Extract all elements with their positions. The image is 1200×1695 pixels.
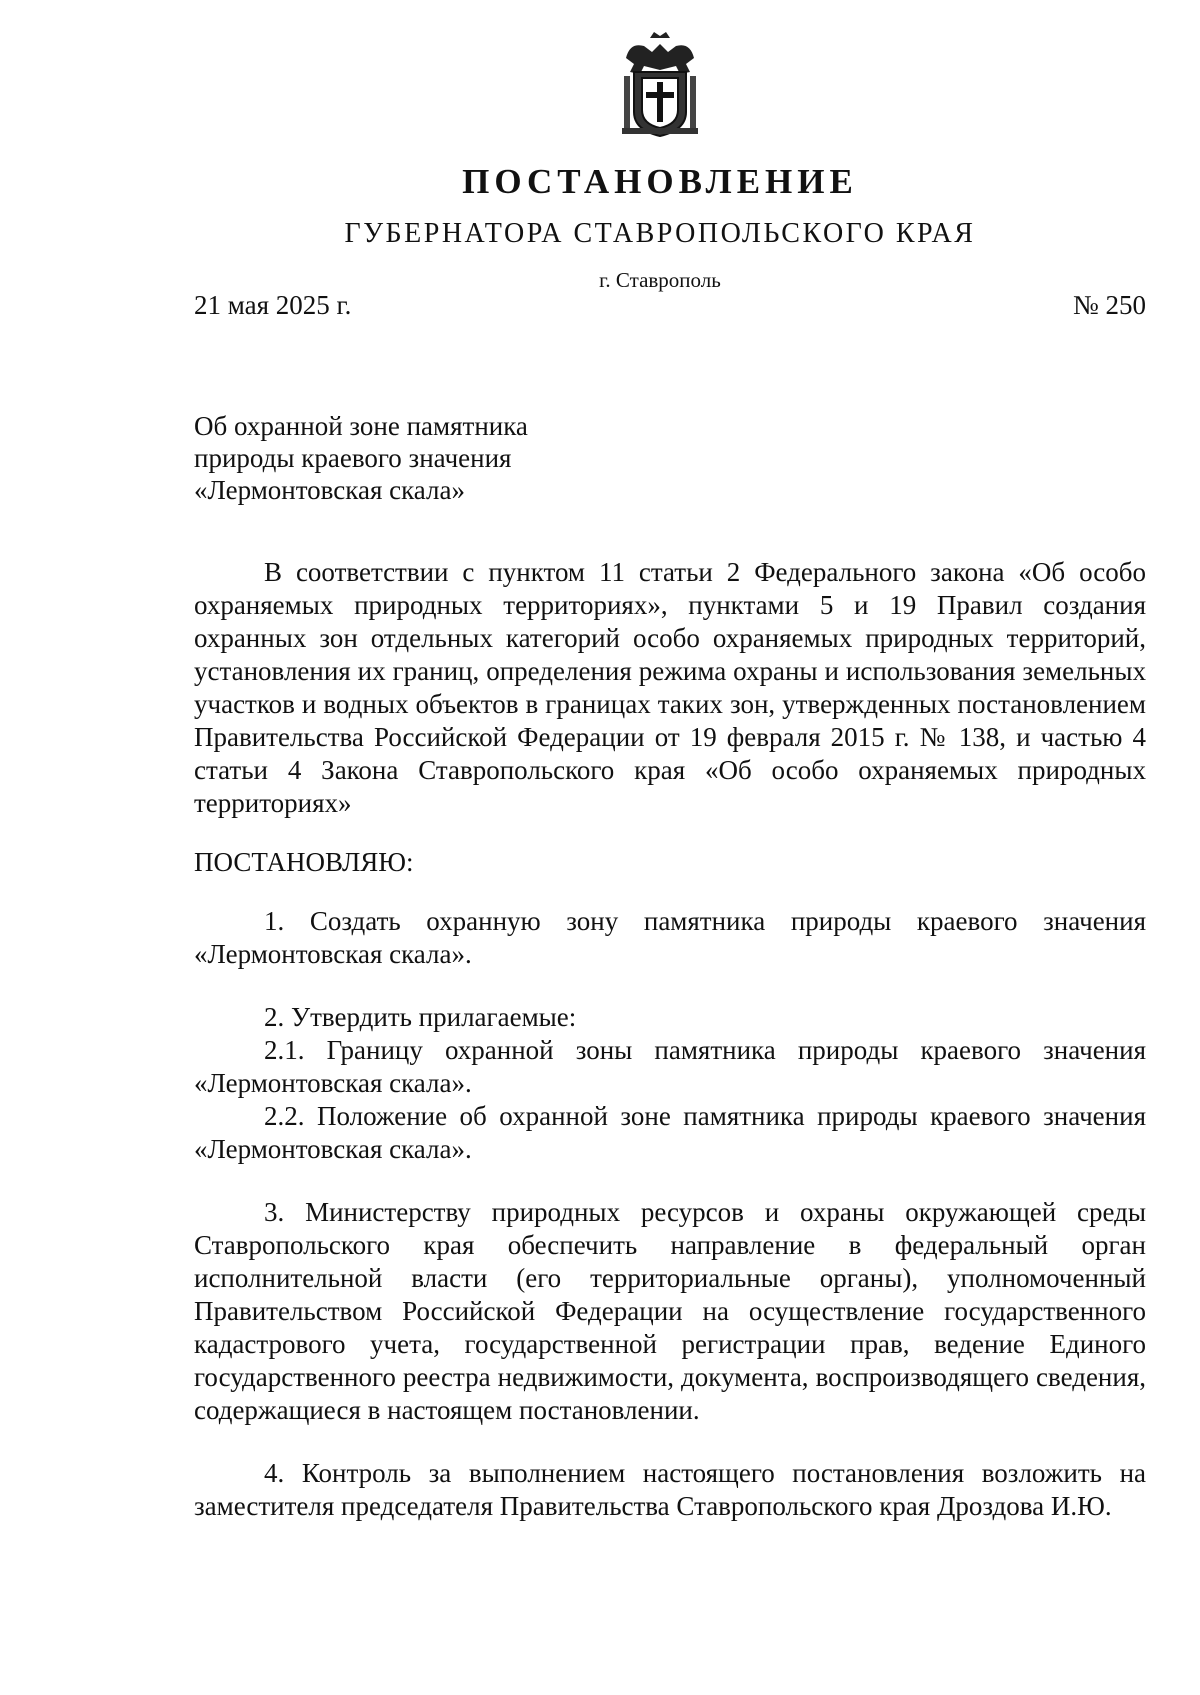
subject-line: Об охранной зоне памятника (194, 411, 528, 441)
document-subject (194, 410, 528, 506)
item-3: 3. Министерству природных ресурсов и охраны окружающей среды Ставропольского края обеспечить направление в федеральный орган исполнительной власти (его территориальные органы), уполномоченный Правительством Российской Федерации на осуществление государственного кадастрового учета, государственной регистрации прав, ведение Единого государственного реестра недвижимости, документа, воспроизводящего сведения, содержащиеся в настоящем постановлении. (194, 1197, 1146, 1425)
document-title: ПОСТАНОВЛЕНИЕ (462, 162, 858, 201)
subject-line: «Лермонтовская скала» (194, 475, 465, 505)
item-1: 1. Создать охранную зону памятника природы краевого значения «Лермонтовская скала». (194, 906, 1146, 969)
item-2: 2. Утвердить прилагаемые: (264, 1002, 577, 1032)
item-2-1: 2.1. Границу охранной зоны памятника природы краевого значения «Лермонтовская скала». (194, 1035, 1146, 1098)
preamble-paragraph: В соответствии с пунктом 11 статьи 2 Федерального закона «Об особо охраняемых природных территориях», пунктами 5 и 19 Правил создания охранных зон отдельных категорий особо охраняемых природных территорий, установления их границ, определения режима охраны и использования земельных участков и водных объектов в границах таких зон, утвержденных постановлением Правительства Российской Федерации от 19 февраля 2015 г. № 138, и частью 4 статьи 4 Закона Ставропольского края «Об особо охраняемых природных территориях» (194, 557, 1146, 818)
decree-word: ПОСТАНОВЛЯЮ: (194, 847, 414, 877)
document-city: г. Ставрополь (599, 268, 721, 292)
item-2-2: 2.2. Положение об охранной зоне памятника природы краевого значения «Лермонтовская скала». (194, 1101, 1146, 1164)
document-number: № 250 (1072, 290, 1146, 320)
document-issuer: ГУБЕРНАТОРА СТАВРОПОЛЬСКОГО КРАЯ (344, 218, 976, 249)
subject-line: природы краевого значения (194, 443, 512, 473)
document-body (194, 556, 1146, 1523)
item-4: 4. Контроль за выполнением настоящего постановления возложить на заместителя председателя Правительства Ставропольского края Дроздова И.Ю. (194, 1458, 1146, 1521)
document-date: 21 мая 2025 г. (194, 290, 352, 320)
coat-of-arms-icon (620, 30, 700, 140)
